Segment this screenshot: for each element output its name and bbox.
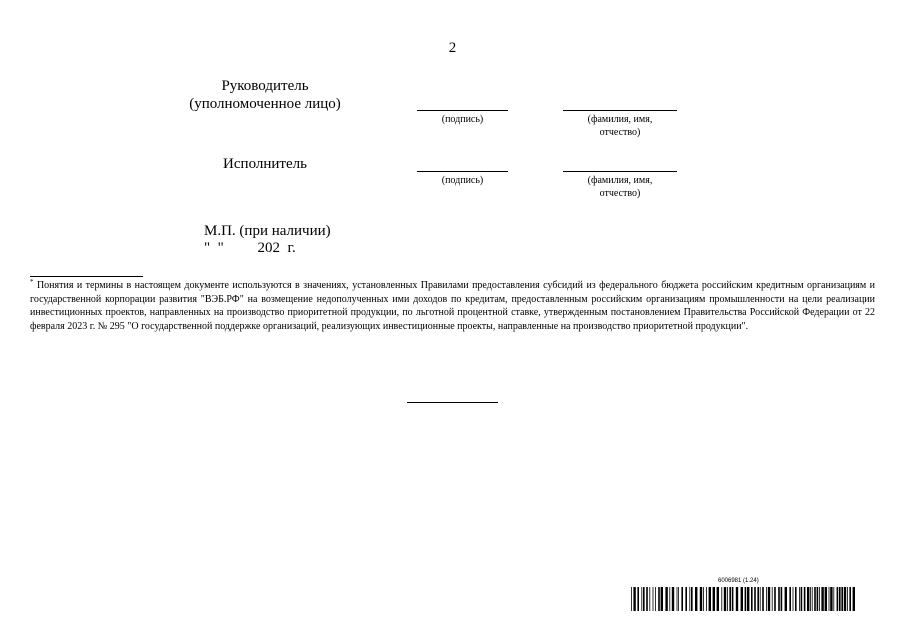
barcode-bar: [833, 587, 834, 611]
barcode-bar: [814, 587, 816, 611]
seal-label: М.П. (при наличии): [204, 223, 331, 239]
barcode-bar: [799, 587, 800, 611]
barcode-bar: [785, 587, 787, 611]
barcode-bar: [817, 587, 819, 611]
barcode-bar: [844, 587, 846, 611]
footnote: [30, 279, 875, 333]
head-role-label: [175, 77, 355, 113]
barcode-bar: [724, 587, 726, 611]
seal-block: [204, 223, 404, 257]
footnote-separator: [30, 276, 143, 277]
barcode-bar: [706, 587, 707, 611]
head-role-title: Руководитель: [221, 78, 309, 94]
barcode-bar: [732, 587, 734, 611]
executor-name-caption: [563, 174, 677, 200]
barcode-bar: [821, 587, 823, 611]
barcode-bar: [727, 587, 728, 611]
head-name-caption-line2: отчество): [599, 127, 641, 138]
barcode-bar: [795, 587, 797, 611]
barcode-bar: [689, 587, 690, 611]
barcode-bar: [713, 587, 715, 611]
barcode-bar: [678, 587, 679, 611]
barcode-bar: [754, 587, 756, 611]
barcode-bar: [633, 587, 635, 611]
barcode-bar: [658, 587, 660, 611]
barcode-bar: [751, 587, 753, 611]
barcode-bar: [641, 587, 642, 611]
head-name-caption-line1: (фамилия, имя,: [587, 114, 653, 125]
head-name-line: [563, 110, 677, 111]
barcode-bar: [849, 587, 851, 611]
barcode-bar: [653, 587, 654, 611]
barcode-bar: [691, 587, 693, 611]
barcode-bar: [665, 587, 667, 611]
barcode-bar: [853, 587, 855, 611]
barcode-bar: [736, 587, 738, 611]
barcode-bar: [768, 587, 770, 611]
barcode-bar: [839, 587, 841, 611]
head-name-caption: [563, 113, 677, 139]
barcode-bar: [837, 587, 839, 611]
barcode-bar: [709, 587, 711, 611]
barcode-bar: [643, 587, 645, 611]
executor-name-caption-line2: отчество): [599, 188, 641, 199]
barcode-bar: [757, 587, 759, 611]
barcode-bar: [772, 587, 773, 611]
barcode-bar: [812, 587, 813, 611]
barcode-bar: [700, 587, 702, 611]
head-role-subtitle: (уполномоченное лицо): [189, 96, 341, 112]
barcode-bar: [695, 587, 697, 611]
barcode-bar: [729, 587, 731, 611]
barcode-bar: [681, 587, 683, 611]
barcode-bar: [804, 587, 806, 611]
barcode-bar: [819, 587, 820, 611]
barcode-bar: [721, 587, 722, 611]
barcode-bar: [829, 587, 830, 611]
barcode-bar: [655, 587, 656, 611]
barcode-bar: [766, 587, 767, 611]
barcode-bar: [760, 587, 761, 611]
barcode-bar: [778, 587, 780, 611]
barcode-bar: [810, 587, 811, 611]
barcode-bar: [631, 587, 632, 611]
barcode-bar: [774, 587, 776, 611]
barcode-bar: [646, 587, 648, 611]
barcode-bar: [830, 587, 832, 611]
executor-signature-line: [417, 171, 508, 172]
barcode-bar: [847, 587, 848, 611]
barcode-bar: [649, 587, 650, 611]
barcode-bar: [789, 587, 791, 611]
page-number: 2: [448, 40, 457, 56]
executor-name-caption-line1: (фамилия, имя,: [587, 175, 653, 186]
barcode-bar: [677, 587, 678, 611]
barcode-bar: [841, 587, 843, 611]
barcode-bar: [801, 587, 803, 611]
executor-role-label: Исполнитель: [223, 156, 307, 172]
head-signature-caption: (подпись): [441, 114, 484, 125]
barcode-bar: [703, 587, 704, 611]
date-line: " " 202 г.: [204, 240, 296, 256]
barcode-bar: [741, 587, 743, 611]
head-signature-line: [417, 110, 508, 111]
footnote-marker: *: [30, 278, 34, 286]
barcode-bar: [669, 587, 670, 611]
executor-signature-caption: (подпись): [441, 175, 484, 186]
barcode-bar: [717, 587, 719, 611]
barcode-bar: [745, 587, 747, 611]
barcode-code: 6006981 (1.24): [718, 578, 759, 584]
barcode-bar: [672, 587, 674, 611]
barcode-bar: [747, 587, 749, 611]
executor-name-line: [563, 171, 677, 172]
barcode-bar: [685, 587, 687, 611]
barcode-icon: [631, 587, 856, 611]
barcode-bar: [637, 587, 639, 611]
barcode-bar: [661, 587, 663, 611]
barcode-bar: [825, 587, 827, 611]
barcode-bar: [762, 587, 764, 611]
barcode-bar: [793, 587, 794, 611]
footnote-text: Понятия и термины в настоящем документе используются в значениях, установленных Правилами предоставления субсидий из федерального бюджета российским кредитным организациям и государственной корпорации развития "ВЭБ.РФ" на возмещение недополученных ими доходов по кредитам, предоставленным российским организациям промышленности на цели реализации инвестиционных проектов, направленных на производство приоритетной продукции, по льготной процентной ставке, утвержденным постановлением Правительства Российской Федерации от 22 февраля 2023 г. № 295 "О государственной поддержке организаций, реализующих инвестиционные проекты, направленные на производство приоритетной продукции".: [30, 280, 875, 332]
end-rule: [407, 402, 498, 403]
barcode-bar: [807, 587, 809, 611]
barcode-bar: [781, 587, 783, 611]
